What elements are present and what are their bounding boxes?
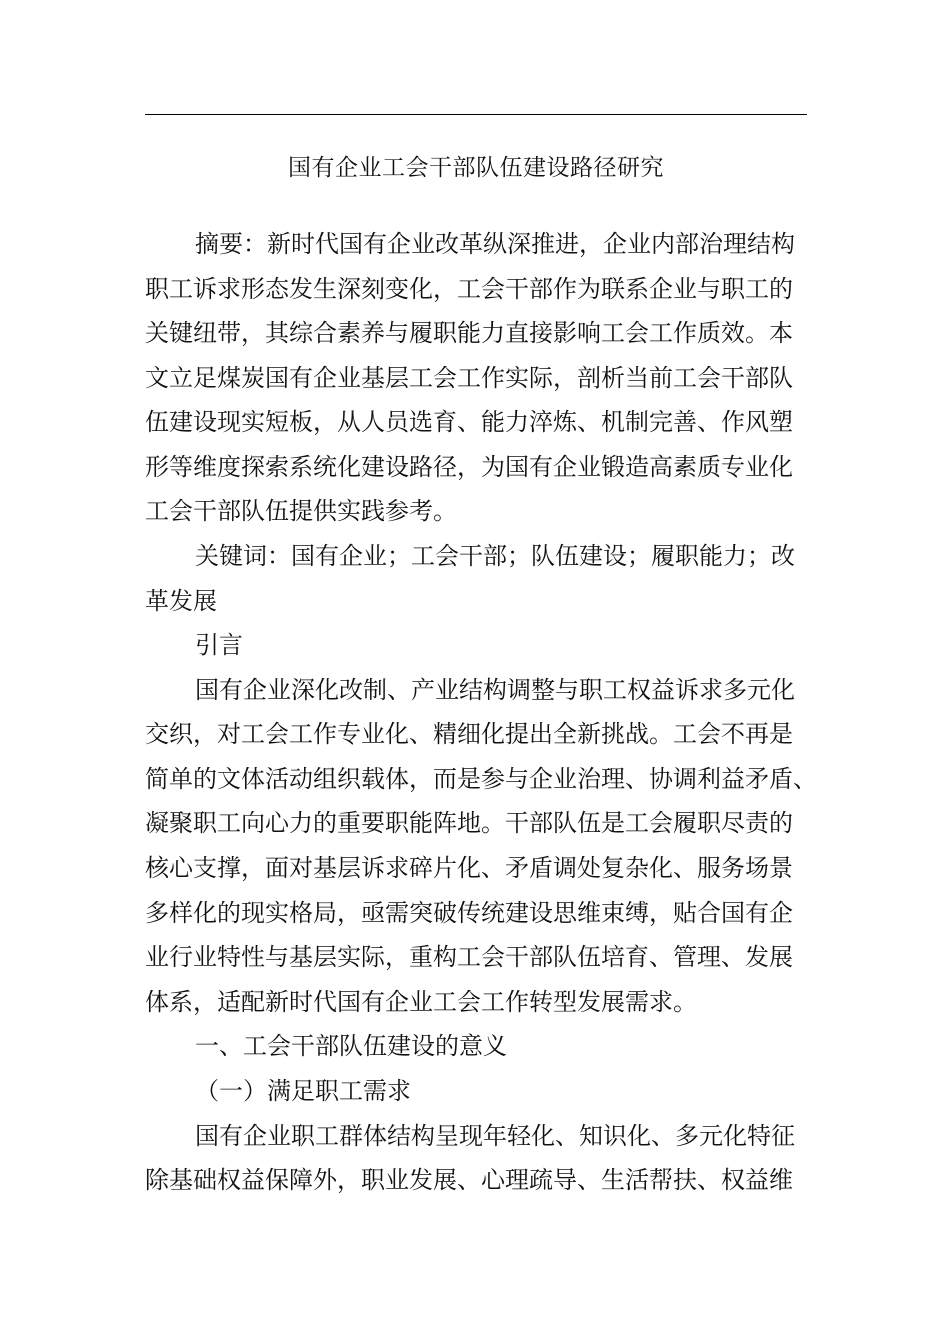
section-heading-introduction: 引言 — [195, 631, 243, 659]
body-line: 核心支撑，面对基层诉求碎片化、矛盾调处复杂化、服务场景 — [145, 854, 793, 882]
abstract-line: 职工诉求形态发生深刻变化，工会干部作为联系企业与职工的 — [145, 275, 793, 303]
body-line: 交织，对工会工作专业化、精细化提出全新挑战。工会不再是 — [145, 720, 793, 748]
document-title: 国有企业工会干部队伍建设路径研究 — [288, 155, 664, 181]
body-line: 体系，适配新时代国有企业工会工作转型发展需求。 — [145, 988, 697, 1016]
body-line: 国有企业深化改制、产业结构调整与职工权益诉求多元化 — [195, 676, 795, 704]
body-line: 国有企业职工群体结构呈现年轻化、知识化、多元化特征 — [195, 1122, 795, 1150]
body-line: 除基础权益保障外，职业发展、心理疏导、生活帮扶、权益维 — [145, 1166, 793, 1194]
abstract-line: 工会干部队伍提供实践参考。 — [145, 497, 457, 525]
abstract-line: 关键纽带，其综合素养与履职能力直接影响工会工作质效。本 — [145, 319, 793, 347]
body-line: 凝聚职工向心力的重要职能阵地。干部队伍是工会履职尽责的 — [145, 809, 793, 837]
body-line: 简单的文体活动组织载体，而是参与企业治理、协调利益矛盾、 — [145, 765, 817, 793]
section-heading-1: 一、工会干部队伍建设的意义 — [195, 1032, 507, 1060]
keywords-line: 关键词：国有企业；工会干部；队伍建设；履职能力；改 — [195, 542, 795, 570]
abstract-line: 文立足煤炭国有企业基层工会工作实际，剖析当前工会干部队 — [145, 364, 793, 392]
keywords-line: 革发展 — [145, 587, 217, 615]
abstract-line: 摘要：新时代国有企业改革纵深推进，企业内部治理结构 — [195, 230, 795, 258]
body-line: 业行业特性与基层实际，重构工会干部队伍培育、管理、发展 — [145, 943, 793, 971]
header-rule — [145, 114, 807, 115]
subsection-heading-1-1: （一）满足职工需求 — [195, 1077, 411, 1105]
abstract-line: 形等维度探索系统化建设路径，为国有企业锻造高素质专业化 — [145, 453, 793, 481]
body-line: 多样化的现实格局，亟需突破传统建设思维束缚，贴合国有企 — [145, 899, 793, 927]
abstract-line: 伍建设现实短板，从人员选育、能力淬炼、机制完善、作风塑 — [145, 408, 793, 436]
